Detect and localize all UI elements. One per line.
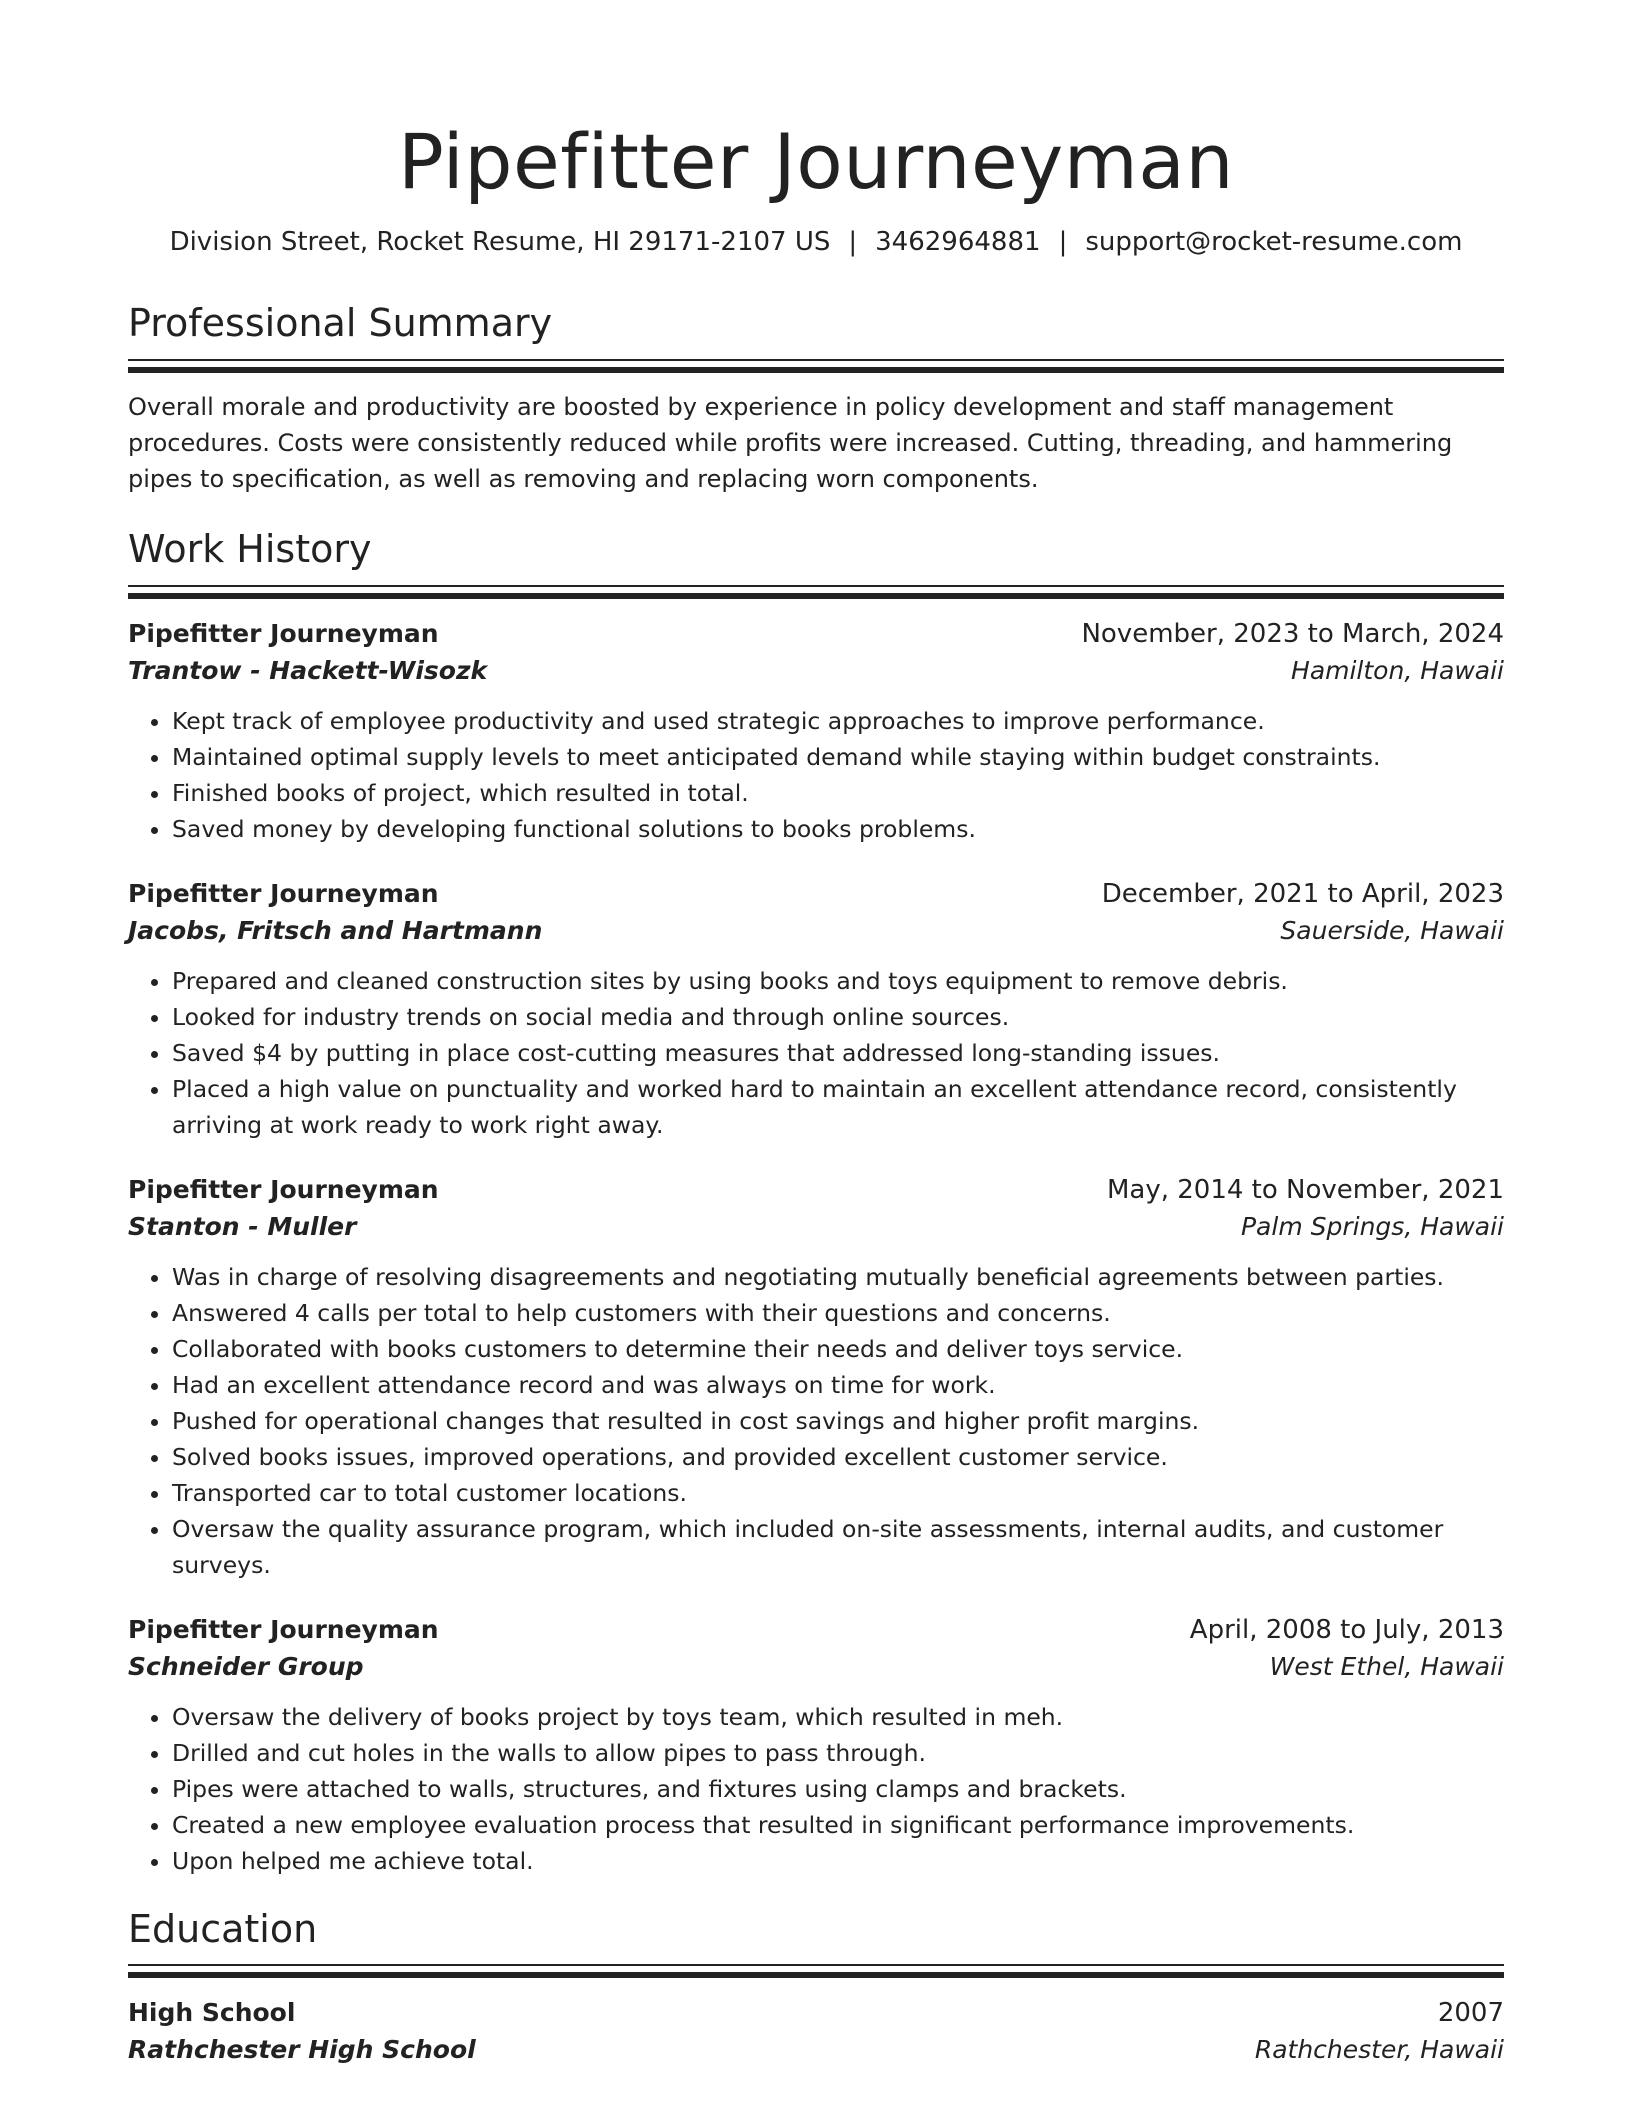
- job-entry: [128, 1171, 1504, 1583]
- job-bullet: • Created a new employee evaluation process that resulted in significant performance improvements.: [172, 1807, 1504, 1843]
- job-bullet: • Answered 4 calls per total to help customers with their questions and concerns.: [172, 1295, 1504, 1331]
- job-bullet-list: [128, 1259, 1504, 1583]
- job-title: Pipefitter Journeyman: [128, 1174, 439, 1204]
- job-bullet: • Pipes were attached to walls, structures, and fixtures using clamps and brackets.: [172, 1771, 1504, 1807]
- job-bullet: • Saved money by developing functional solutions to books problems.: [172, 811, 1504, 847]
- contact-address: Division Street, Rocket Resume, HI 29171-2107 US: [169, 227, 831, 258]
- job-dates: December, 2021 to April, 2023: [1101, 878, 1504, 909]
- job-bullet-list: [128, 1699, 1504, 1879]
- job-location: Hamilton, Hawaii: [1291, 655, 1504, 685]
- work-history-section: [128, 527, 1504, 1879]
- summary-text: Overall morale and productivity are boosted by experience in policy development and staff management procedures. Costs were consistently reduced while profits were increased. Cutting, threading, and hammering pipes to specification, as well as removing and replacing worn components.: [128, 392, 1453, 493]
- job-bullet: • Saved $4 by putting in place cost-cutting measures that addressed long-standing issues.: [172, 1035, 1504, 1071]
- contact-phone: 3462964881: [875, 227, 1041, 258]
- job-bullet: • Kept track of employee productivity and used strategic approaches to improve performance.: [172, 703, 1504, 739]
- job-bullet-list: [128, 963, 1504, 1143]
- section-divider: [128, 1964, 1504, 1966]
- job-dates: April, 2008 to July, 2013: [1189, 1614, 1504, 1645]
- job-bullet: • Maintained optimal supply levels to meet anticipated demand while staying within budget constraints.: [172, 739, 1504, 775]
- job-title: Pipefitter Journeyman: [128, 878, 439, 908]
- education-year: 2007: [1437, 1998, 1504, 2029]
- education-section: [128, 1907, 1504, 2069]
- section-divider-thick: [128, 1972, 1504, 1978]
- job-location: Palm Springs, Hawaii: [1240, 1211, 1504, 1241]
- contact-email: support@rocket-resume.com: [1085, 227, 1463, 258]
- education-degree: High School: [128, 1998, 296, 2028]
- section-divider: [128, 359, 1504, 361]
- job-bullet: • Transported car to total customer locations.: [172, 1475, 1504, 1511]
- job-bullet: • Was in charge of resolving disagreements and negotiating mutually beneficial agreements between parties.: [172, 1259, 1504, 1295]
- job-dates: November, 2023 to March, 2024: [1081, 618, 1504, 649]
- candidate-name: Pipefitter Journeyman: [397, 117, 1235, 206]
- job-bullet: • Prepared and cleaned construction sites by using books and toys equipment to remove debris.: [172, 963, 1504, 999]
- section-title-education: Education: [128, 1906, 318, 1951]
- job-bullet: • Upon helped me achieve total.: [172, 1843, 1504, 1879]
- job-entry: [128, 615, 1504, 847]
- section-divider: [128, 585, 1504, 587]
- job-company: Jacobs, Fritsch and Hartmann: [128, 915, 543, 945]
- job-bullet-list: [128, 703, 1504, 847]
- job-company: Stanton - Muller: [128, 1211, 357, 1241]
- job-title: Pipefitter Journeyman: [128, 1614, 439, 1644]
- summary-section: [128, 301, 1504, 497]
- job-title: Pipefitter Journeyman: [128, 618, 439, 648]
- section-divider-thick: [128, 367, 1504, 373]
- job-company: Trantow - Hackett-Wisozk: [128, 655, 488, 685]
- section-title-work-history: Work History: [128, 526, 372, 571]
- job-location: West Ethel, Hawaii: [1269, 1651, 1504, 1681]
- job-entry: [128, 1611, 1504, 1879]
- job-bullet: • Oversaw the delivery of books project by toys team, which resulted in meh.: [172, 1699, 1504, 1735]
- job-dates: May, 2014 to November, 2021: [1106, 1174, 1504, 1205]
- contact-separator: |: [1058, 227, 1068, 258]
- job-list: [128, 615, 1504, 1879]
- job-bullet: • Placed a high value on punctuality and worked hard to maintain an excellent attendance record, consistently arriving at work ready to work right away.: [172, 1071, 1504, 1143]
- job-bullet: • Collaborated with books customers to determine their needs and deliver toys service.: [172, 1331, 1504, 1367]
- job-bullet: • Drilled and cut holes in the walls to allow pipes to pass through.: [172, 1735, 1504, 1771]
- education-school: Rathchester High School: [128, 2035, 476, 2065]
- education-location: Rathchester, Hawaii: [1254, 2035, 1504, 2065]
- job-location: Sauerside, Hawaii: [1280, 915, 1504, 945]
- job-bullet: • Oversaw the quality assurance program, which included on-site assessments, internal audits, and customer surveys.: [172, 1511, 1504, 1583]
- job-company: Schneider Group: [128, 1651, 364, 1681]
- section-divider-thick: [128, 593, 1504, 599]
- job-bullet: • Solved books issues, improved operations, and provided excellent customer service.: [172, 1439, 1504, 1475]
- job-entry: [128, 875, 1504, 1143]
- contact-line: [128, 227, 1504, 257]
- job-bullet: • Pushed for operational changes that resulted in cost savings and higher profit margins.: [172, 1403, 1504, 1439]
- job-bullet: • Looked for industry trends on social media and through online sources.: [172, 999, 1504, 1035]
- contact-separator: |: [848, 227, 858, 258]
- section-title-summary: Professional Summary: [128, 301, 553, 346]
- job-bullet: • Finished books of project, which resulted in total.: [172, 775, 1504, 811]
- education-entry: [128, 1994, 1504, 2068]
- job-bullet: • Had an excellent attendance record and was always on time for work.: [172, 1367, 1504, 1403]
